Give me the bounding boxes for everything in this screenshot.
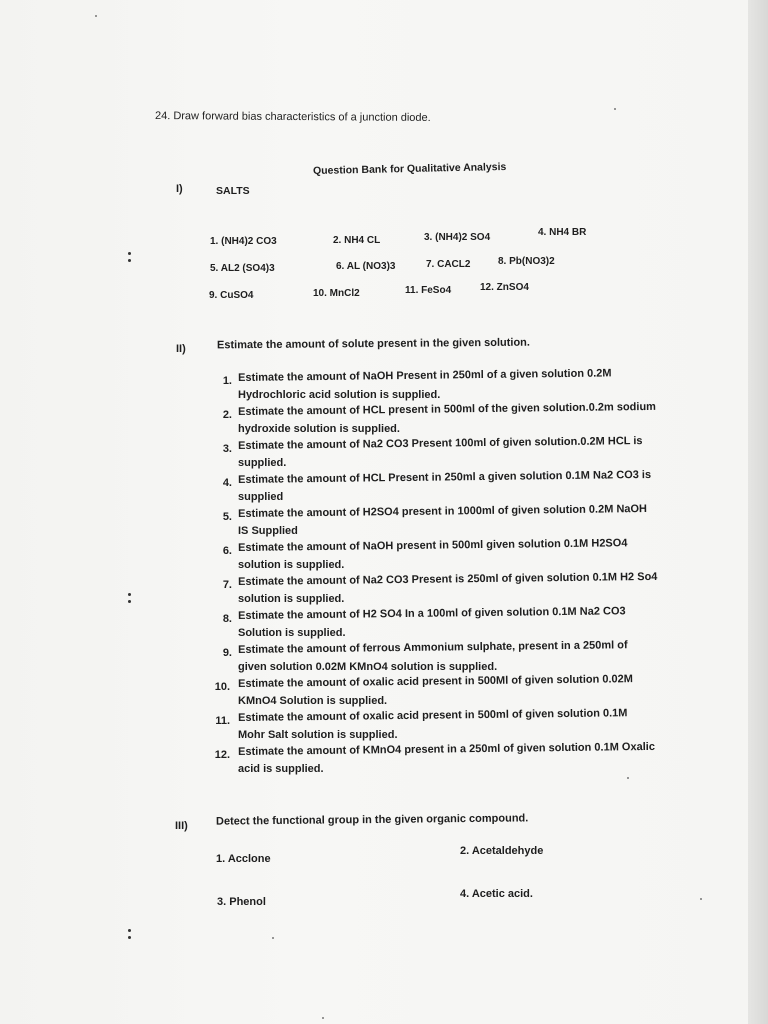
experiment-text: Estimate the amount of Na2 CO3 Present 100ml of given solution.0.2M HCL is — [238, 435, 643, 452]
experiment-text-continued: supplied — [238, 491, 284, 503]
experiment-number: 7. — [222, 579, 232, 591]
experiment-number: 10. — [214, 681, 230, 693]
salt-item: 6. AL (NO3)3 — [336, 261, 396, 272]
section-1-heading: SALTS — [216, 185, 250, 197]
scan-speck — [700, 898, 702, 900]
experiment-number: 4. — [222, 477, 232, 489]
section-3-heading: Detect the functional group in the given organic compound. — [215, 812, 529, 828]
experiment-text-continued: Solution is supplied. — [238, 627, 346, 639]
experiment-text: Estimate the amount of H2 SO4 In a 100ml of given solution 0.1M Na2 CO3 — [238, 605, 626, 622]
scan-speck — [95, 15, 97, 17]
experiment-text-continued: solution is supplied. — [238, 593, 345, 605]
experiment-text: Estimate the amount of NaOH present in 500ml given solution 0.1M H2SO4 — [238, 537, 628, 554]
section-1-number: I) — [176, 183, 183, 195]
salt-item: 9. CuSO4 — [209, 290, 254, 301]
compound-item: 1. Acclone — [216, 853, 271, 865]
experiment-text-continued: given solution 0.02M KMnO4 solution is supplied. — [238, 661, 498, 673]
experiment-text-continued: Hydrochloric acid solution is supplied. — [238, 389, 441, 401]
salt-item: 1. (NH4)2 CO3 — [210, 236, 277, 247]
experiment-text-continued: KMnO4 Solution is supplied. — [238, 695, 388, 707]
salt-item: 7. CACL2 — [426, 259, 471, 270]
binder-dots — [127, 929, 133, 943]
salt-item: 2. NH4 CL — [333, 235, 381, 246]
experiment-number: 12. — [214, 749, 230, 761]
binder-dots — [127, 252, 133, 266]
experiment-number: 2. — [222, 409, 232, 421]
experiment-text-continued: solution is supplied. — [238, 559, 345, 571]
section-2-heading: Estimate the amount of solute present in the given solution. — [216, 336, 530, 352]
salt-item: 8. Pb(NO3)2 — [498, 256, 555, 267]
experiment-text: Estimate the amount of KMnO4 present in a 250ml of given solution 0.1M Oxalic — [238, 740, 655, 758]
section-3-number: III) — [175, 820, 188, 832]
experiment-text: Estimate the amount of ferrous Ammonium sulphate, present in a 250ml of — [238, 639, 628, 656]
experiment-text-continued: supplied. — [238, 457, 287, 469]
salt-item: 3. (NH4)2 SO4 — [424, 232, 491, 243]
scan-speck — [614, 108, 616, 110]
salt-item: 12. ZnSO4 — [480, 282, 529, 293]
experiment-number: 8. — [222, 613, 232, 625]
scan-speck — [322, 1017, 324, 1019]
scan-speck — [627, 777, 629, 779]
compound-item: 2. Acetaldehyde — [460, 845, 544, 857]
experiment-number: 5. — [222, 511, 232, 523]
experiment-text-continued: acid is supplied. — [238, 763, 324, 775]
binder-dots — [127, 593, 133, 607]
page-title: Question Bank for Qualitative Analysis — [312, 160, 507, 178]
salt-item: 4. NH4 BR — [538, 227, 587, 238]
section-2-number: II) — [176, 343, 186, 355]
salt-item: 10. MnCl2 — [313, 288, 360, 299]
question-24: 24. Draw forward bias characteristics of a junction diode. — [154, 110, 431, 124]
experiment-text: Estimate the amount of oxalic acid present in 500ml of given solution 0.1M — [238, 707, 628, 724]
experiment-text: Estimate the amount of H2SO4 present in 1000ml of given solution 0.2M NaOH — [238, 503, 648, 520]
experiment-number: 1. — [222, 375, 232, 387]
experiment-number: 3. — [222, 443, 232, 455]
experiment-text-continued: hydroxide solution is supplied. — [238, 423, 400, 435]
experiment-text: Estimate the amount of HCL present in 500ml of the given solution.0.2m sodium — [238, 400, 656, 418]
scan-speck — [272, 937, 274, 939]
compound-item: 4. Acetic acid. — [460, 888, 533, 900]
experiment-number: 11. — [215, 715, 230, 727]
page-edge — [748, 0, 768, 1024]
experiment-text: Estimate the amount of NaOH Present in 250ml of a given solution 0.2M — [238, 367, 612, 384]
salt-item: 5. AL2 (SO4)3 — [210, 263, 275, 274]
experiment-text: Estimate the amount of Na2 CO3 Present is 250ml of given solution 0.1M H2 So4 — [238, 570, 658, 588]
experiment-text-continued: Mohr Salt solution is supplied. — [238, 729, 398, 741]
experiment-text-continued: IS Supplied — [238, 525, 298, 537]
compound-item: 3. Phenol — [217, 896, 266, 908]
experiment-text: Estimate the amount of oxalic acid present in 500Ml of given solution 0.02M — [238, 673, 633, 690]
experiment-number: 6. — [222, 545, 232, 557]
experiment-number: 9. — [222, 647, 232, 659]
experiment-text: Estimate the amount of HCL Present in 250ml a given solution 0.1M Na2 CO3 is — [238, 468, 652, 486]
salt-item: 11. FeSo4 — [405, 285, 452, 296]
